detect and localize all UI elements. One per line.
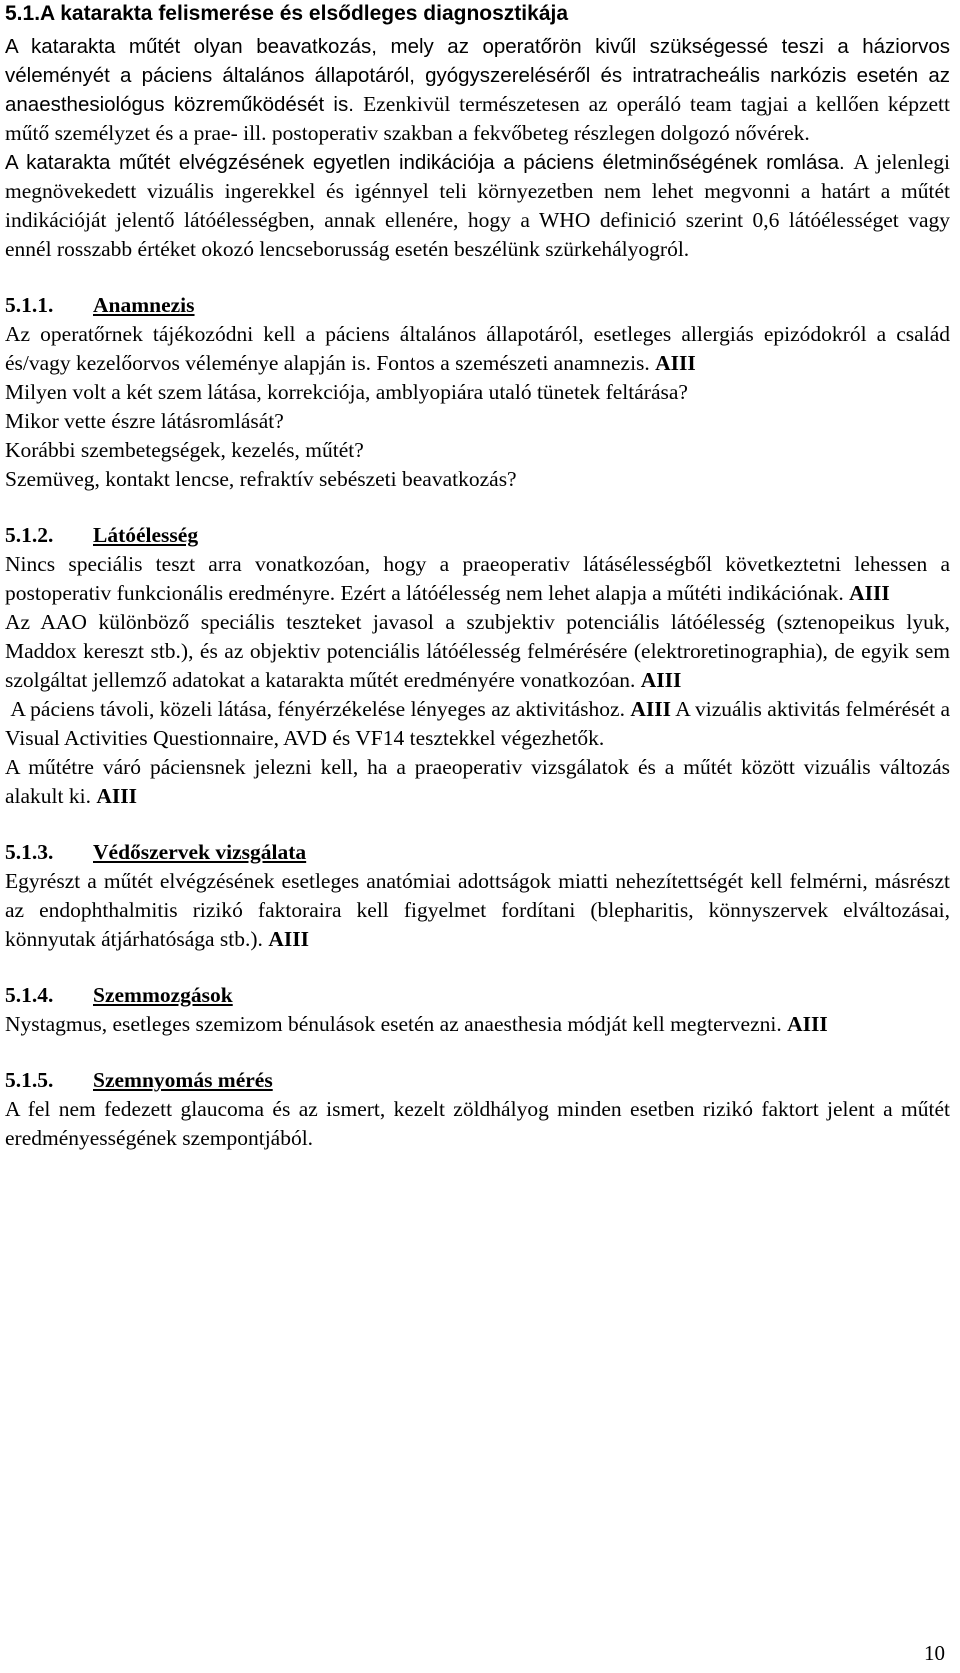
subsection-number: 5.1.1. (5, 293, 54, 317)
subsection-number: 5.1.2. (5, 523, 54, 547)
subsection-title: Látóélesség (93, 523, 199, 547)
subsection-title: Szemmozgások (93, 983, 233, 1007)
intro-text-2b: A jelenlegi megnövekedett vizuális ingerekkel és igénnyel teli környezetben nem lehet megvonni a határt a műtét indikációját jelentő látóélességben, annak ellenére, hogy a WHO definició szerint 0,6 látóélességet vagy ennél rosszabb értéket okozó lencseborusság esetén beszélünk szürkehályogról. (5, 150, 950, 261)
anamnezis-question-2: Mikor vette észre látásromlását? (5, 409, 284, 433)
document-page (5, 0, 950, 1153)
szemnyomas-paragraph: A fel nem fedezett glaucoma és az ismert, kezelt zöldhályog minden esetben rizikó faktort jelent a műtét eredményességének szempontjából. (5, 1097, 950, 1150)
evidence-tag: AIII (630, 697, 672, 721)
evidence-tag: AIII (787, 1012, 828, 1036)
anamnezis-text: Az operatőrnek tájékozódni kell a páciens általános állapotáról, esetleges allergiás epizódokról a család és/vagy kezelőorvos véleménye alapján is. Fontos a szemészeti anamnezis. (5, 322, 950, 375)
subsection-heading-szemmozgasok (5, 981, 950, 1010)
szemmozgasok-paragraph (5, 1010, 950, 1039)
anamnezis-question-3: Korábbi szembetegségek, kezelés, műtét? (5, 438, 364, 462)
intro-paragraph-1 (5, 32, 950, 148)
subsection-heading-latoelesseg (5, 521, 950, 550)
subsection-heading-szemnyomas (5, 1066, 950, 1095)
latoelesseg-paragraph-2 (5, 608, 950, 695)
subsection-number: 5.1.3. (5, 840, 54, 864)
latoelesseg-paragraph-4 (5, 753, 950, 811)
subsection-title: Anamnezis (93, 293, 195, 317)
evidence-tag: AIII (640, 668, 682, 692)
intro-text-2a: A katarakta műtét elvégzésének egyetlen indikációja a páciens életminőségének romlása. (5, 151, 845, 174)
evidence-tag: AIII (268, 927, 309, 951)
subsection-number: 5.1.5. (5, 1068, 54, 1092)
anamnezis-question-1: Milyen volt a két szem látása, korrekciója, amblyopiára utaló tünetek feltárása? (5, 380, 688, 404)
latoelesseg-text-1: Nincs speciális teszt arra vonatkozóan, hogy a praeoperativ látásélességből következtetni lehessen a postoperativ funkcionális eredményre. Ezért a látóélesség nem lehet alapja a műtéti indikációnak. (5, 552, 950, 605)
szemmozgasok-text: Nystagmus, esetleges szemizom bénulások esetén az anaesthesia módját kell megtervezni. (5, 1012, 782, 1036)
subsection-title: Szemnyomás mérés (93, 1068, 273, 1092)
subsection-number: 5.1.4. (5, 983, 54, 1007)
vedoszervek-paragraph (5, 867, 950, 954)
latoelesseg-paragraph-3 (5, 695, 950, 753)
latoelesseg-paragraph-1 (5, 550, 950, 608)
latoelesseg-text-2: Az AAO különböző speciális teszteket javasol a szubjektiv potenciális látóélesség (sztenopeikus lyuk, Maddox kereszt stb.), és az objektiv potenciális látóélesség felmérésére (elektroretinographia), de egyik sem szolgáltat jellemző adatokat a katarakta műtét eredményére vonatkozóan. (5, 610, 950, 692)
anamnezis-paragraph (5, 320, 950, 378)
vedoszervek-text: Egyrészt a műtét elvégzésének esetleges anatómiai adottságok miatti nehezítettségét kell felmérni, másrészt az endophthalmitis rizikó faktoraira kell figyelmet fordítani (blepharitis, könnyszervek elváltozásai, könnyutak átjárhatósága stb.). (5, 869, 950, 951)
intro-paragraph-2 (5, 148, 950, 264)
intro-text-1b: Ezenkivül természetesen az operáló team tagjai a kellően képzett műtő személyzet és a prae- ill. postoperativ szakban a fekvőbeteg részlegen dolgozó nővérek. (5, 92, 950, 145)
evidence-tag: AIII (849, 581, 890, 605)
section-title: 5.1.A katarakta felismerése és elsődleges diagnosztikája (5, 2, 569, 25)
intro-text-1a: A katarakta műtét olyan beavatkozás, mely az operatőrön kivűl szükségessé teszi a háziorvos véleményét a páciens általános állapotáról, gyógyszereléséről és intratracheális narkózis esetén az anaesthesiológus közreműködését is. (5, 35, 950, 116)
evidence-tag: AIII (655, 351, 696, 375)
subsection-heading-vedoszervek (5, 838, 950, 867)
page-number: 10 (924, 1641, 945, 1665)
subsection-heading-anamnezis (5, 291, 950, 320)
latoelesseg-text-3b: A vizuális aktivitás felmérését a Visual Activities Questionnaire, AVD és VF14 tesztekkel végezhetők. (5, 697, 951, 750)
subsection-title: Védőszervek vizsgálata (93, 840, 307, 864)
latoelesseg-text-4: A műtétre váró páciensnek jelezni kell, ha a praeoperativ vizsgálatok és a műtét között vizuális változás alakult ki. (5, 755, 950, 808)
latoelesseg-text-3a: A páciens távoli, közeli látása, fényérzékelése lényeges az aktivitáshoz. (10, 697, 625, 721)
anamnezis-question-4: Szemüveg, kontakt lencse, refraktív sebészeti beavatkozás? (5, 467, 517, 491)
evidence-tag: AIII (96, 784, 137, 808)
